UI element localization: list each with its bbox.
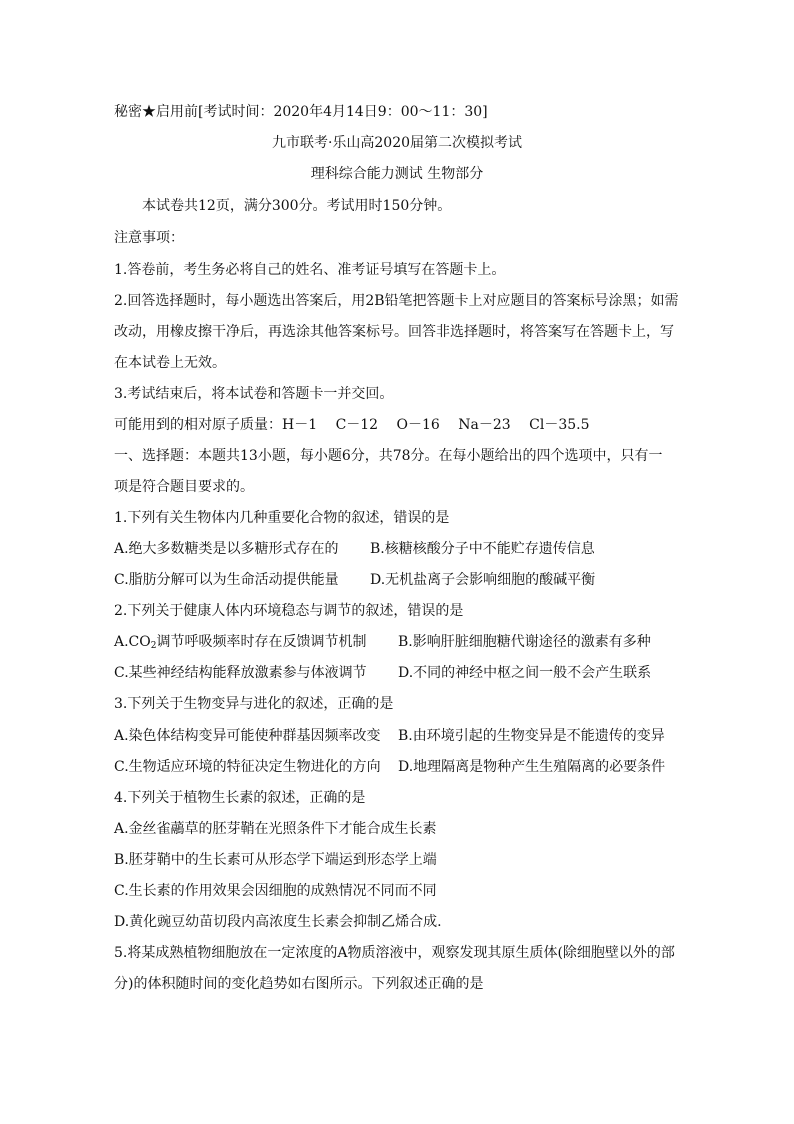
note-1: 1.答卷前，考生务必将自己的姓名、准考证号填写在答题卡上。 — [114, 262, 506, 278]
q3-option-d: D.地理隔离是物种产生生殖隔离的必要条件 — [398, 759, 666, 775]
exam-info: 本试卷共12页，满分300分。考试用时150分钟。 — [142, 198, 452, 214]
note-2-line-3: 在本试卷上无效。 — [114, 355, 226, 371]
note-3: 3.考试结束后，将本试卷和答题卡一并交回。 — [114, 386, 394, 402]
q1-option-c: C.脂肪分解可以为生命活动提供能量 — [114, 572, 339, 588]
section-instruction-line-2: 项是符合题目要求的。 — [114, 479, 254, 495]
exam-title: 九市联考·乐山高2020届第二次模拟考试 — [271, 135, 523, 151]
notes-heading: 注意事项： — [114, 230, 184, 246]
q2-stem: 2.下列关于健康人体内环境稳态与调节的叙述，错误的是 — [114, 603, 464, 619]
q4-option-a: A.金丝雀虉草的胚芽鞘在光照条件下才能合成生长素 — [114, 821, 437, 837]
q1-option-b: B.核糖核酸分子中不能贮存遗传信息 — [370, 541, 595, 557]
q4-option-d: D.黄化豌豆幼苗切段内高浓度生长素会抑制乙烯合成. — [114, 914, 442, 930]
q2-option-a — [114, 632, 366, 656]
q3-stem: 3.下列关于生物变异与进化的叙述，正确的是 — [114, 696, 394, 712]
q1-option-d: D.无机盐离子会影响细胞的酸碱平衡 — [370, 572, 596, 588]
q5-stem-line-1: 5.将某成熟植物细胞放在一定浓度的A物质溶液中，观察发现其原生质体(除细胞壁以外的部 — [114, 945, 675, 961]
exam-subtitle: 理科综合能力测试 生物部分 — [310, 166, 484, 182]
q3-option-a: A.染色体结构变异可能使种群基因频率改变 — [114, 728, 381, 744]
q1-stem: 1.下列有关生物体内几种重要化合物的叙述，错误的是 — [114, 510, 450, 526]
q3-option-c: C.生物适应环境的特征决定生物进化的方向 — [114, 759, 381, 775]
atomic-masses: 可能用到的相对原子质量：H－1 C－12 O－16 Na－23 Cl－35.5 — [114, 417, 590, 433]
q1-option-a: A.绝大多数糖类是以多糖形式存在的 — [114, 541, 339, 557]
q2-option-c: C.某些神经结构能释放激素参与体液调节 — [114, 665, 367, 681]
q3-option-b: B.由环境引起的生物变异是不能遗传的变异 — [398, 728, 665, 744]
secret-line: 秘密★启用前[考试时间：2020年4月14日9：00～11：30] — [114, 104, 488, 120]
q2-option-a-subscript: 2 — [150, 641, 157, 651]
q4-stem: 4.下列关于植物生长素的叙述，正确的是 — [114, 790, 366, 806]
q5-stem-line-2: 分)的体积随时间的变化趋势如右图所示。下列叙述正确的是 — [114, 976, 484, 992]
q2-option-d: D.不同的神经中枢之间一般不会产生联系 — [398, 665, 652, 681]
note-2-line-1: 2.回答选择题时，每小题选出答案后，用2B铅笔把答题卡上对应题目的答案标号涂黑；如需 — [114, 293, 679, 309]
q4-option-b: B.胚芽鞘中的生长素可从形态学下端运到形态学上端 — [114, 852, 437, 868]
q2-option-a-prefix: A.CO — [114, 634, 151, 650]
note-2-line-2: 改动，用橡皮擦干净后，再选涂其他答案标号。回答非选择题时，将答案写在答题卡上，写 — [114, 324, 674, 340]
q4-option-c: C.生长素的作用效果会因细胞的成熟情况不同而不同 — [114, 883, 437, 899]
q2-option-b: B.影响肝脏细胞糖代谢途径的激素有多种 — [398, 634, 651, 650]
section-instruction-line-1: 一、选择题：本题共13小题，每小题6分，共78分。在每小题给出的四个选项中，只有一 — [114, 448, 663, 464]
q2-option-a-text: 调节呼吸频率时存在反馈调节机制 — [156, 634, 367, 650]
